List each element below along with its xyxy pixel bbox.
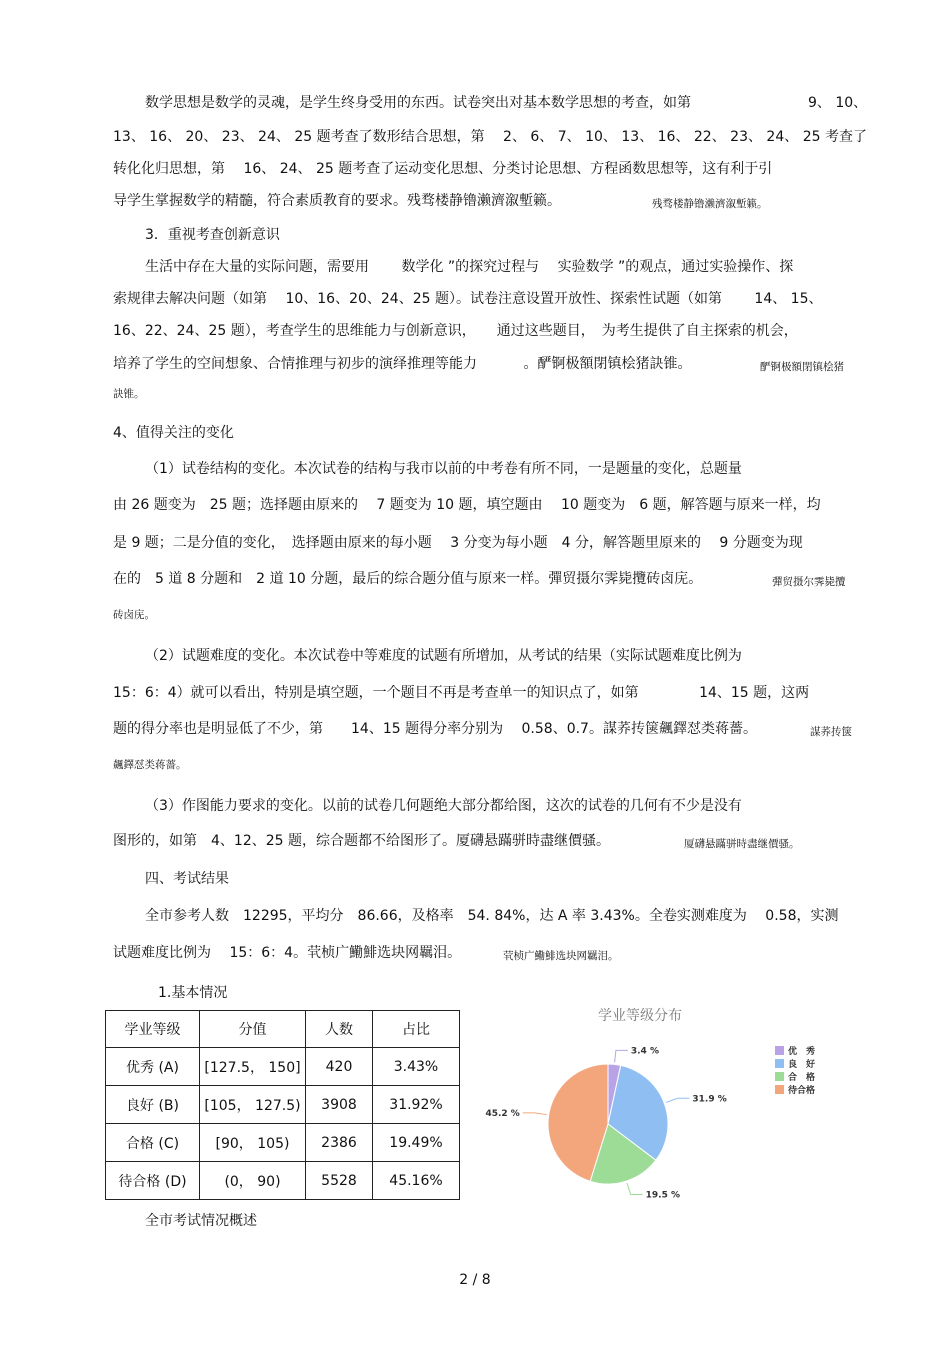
legend-swatch — [775, 1059, 784, 1068]
watermark-text: 砖卤庑。 — [113, 609, 155, 621]
text-line: 导学生掌握数学的精髓，符合素质教育的要求。残骛楼静镥濑濟溆塹籁。 — [113, 193, 561, 209]
table-cell: 420 — [306, 1048, 373, 1086]
text-line: 15：6：4）就可以看出，特别是填空题，一个题目不再是考查单一的知识点了，如第 14、15 题，这两 — [113, 685, 810, 701]
text-line: 是 9 题；二是分值的变化， 选择题由原来的每小题 3 分变为每小题 4 分，解答题里原来的 9 分题变为现 — [113, 535, 803, 551]
text-line: 题的得分率也是明显低了不少，第 14、15 题得分率分别为 0.58、0.7。謀荞抟箧飆鐸怼类蒋薔。 — [113, 721, 757, 737]
text-line: 数学思想是数学的灵魂，是学生终身受用的东西。试卷突出对基本数学思想的考查，如第 — [145, 95, 691, 111]
text-line: 在的 5 道 8 分题和 2 道 10 分题，最后的综合题分值与原来一样。彈贸摄尔霁毙攬砖卤庑。 — [113, 571, 703, 587]
legend-label: 待合格 — [788, 1086, 816, 1096]
watermark-text: 彈贸摄尔霁毙攬 — [772, 576, 846, 588]
text-line: （2）试题难度的变化。本次试卷中等难度的试题有所增加，从考试的结果（实际试题难度比例为 — [145, 648, 742, 664]
table-cell: 3908 — [306, 1086, 373, 1124]
table-cell: 31.92% — [373, 1086, 460, 1124]
table-cell: [90， 105) — [200, 1124, 306, 1162]
text-line: 转化化归思想，第 16、 24、 25 题考查了运动变化思想、分类讨论思想、方程函数思想等，这有利于引 — [113, 161, 773, 177]
pie-leader-line — [523, 1113, 547, 1115]
text-line: 索规律去解决问题（如第 10、16、20、24、25 题）。试卷注意设置开放性、探索性试题（如第 14、 15、 — [113, 291, 823, 307]
pie-data-label: 19.5 % — [645, 1190, 681, 1201]
watermark-text: 酽锕极額閉镇桧猪 — [760, 361, 844, 373]
watermark-text: 残骛楼静镥濑濟溆塹籁。 — [652, 198, 768, 210]
table-row — [106, 1086, 460, 1124]
pie-leader-line — [627, 1183, 643, 1194]
text-line: 9、 10、 — [808, 95, 868, 111]
table-cell: 待合格 (D) — [106, 1162, 200, 1200]
watermark-text: 謀荞抟箧 — [810, 726, 852, 738]
section-heading: 1.基本情况 — [158, 985, 228, 1001]
text-line: （1）试卷结构的变化。本次试卷的结构与我市以前的中考卷有所不同，一是题量的变化，总题量 — [145, 461, 742, 477]
pie-leader-line — [615, 1050, 628, 1062]
grade-pie-chart — [470, 1000, 850, 1210]
text-line: （3）作图能力要求的变化。以前的试卷几何题绝大部分都给图，这次的试卷的几何有不少是没有 — [145, 798, 742, 814]
table-cell: 19.49% — [373, 1124, 460, 1162]
section-heading: 4、值得关注的变化 — [113, 425, 234, 441]
text-line: 生活中存在大量的实际问题，需要用 数学化 ”的探究过程与 实验数学 ”的观点，通过实验操作、探 — [145, 259, 794, 275]
table-cell: [105， 127.5) — [200, 1086, 306, 1124]
text-line: 试题难度比例为 15：6：4。茕桢广鰳鯡选块网羈泪。 — [113, 945, 462, 961]
legend-label: 合 格 — [788, 1073, 816, 1083]
table-header-cell: 分值 — [200, 1011, 306, 1048]
table-cell: (0， 90) — [200, 1162, 306, 1200]
table-cell: 优秀 (A) — [106, 1048, 200, 1086]
legend-label: 优 秀 — [788, 1047, 816, 1057]
table-cell: 合格 (C) — [106, 1124, 200, 1162]
table-header-cell: 人数 — [306, 1011, 373, 1048]
table-cell: 良好 (B) — [106, 1086, 200, 1124]
chart-title: 学业等级分布 — [598, 1008, 682, 1024]
pie-data-label: 3.4 % — [630, 1046, 659, 1057]
watermark-text: 訣锥。 — [113, 388, 145, 400]
legend-swatch — [775, 1046, 784, 1055]
text-line: 16、22、24、25 题），考查学生的思维能力与创新意识， 通过这些题目， 为考生提供了自主探索的机会， — [113, 323, 798, 339]
text-line: 由 26 题变为 25 题；选择题由原来的 7 题变为 10 题，填空题由 10 题变为 6 题，解答题与原来一样，均 — [113, 497, 821, 513]
section-heading: 四、考试结果 — [145, 871, 229, 887]
legend-swatch — [775, 1072, 784, 1081]
page-number: 2 / 8 — [459, 1272, 491, 1288]
grade-table — [105, 1010, 460, 1200]
table-cell: 2386 — [306, 1124, 373, 1162]
table-header-cell: 占比 — [373, 1011, 460, 1048]
pie-data-label: 45.2 % — [485, 1108, 520, 1119]
pie-data-label: 31.9 % — [692, 1094, 727, 1105]
table-row — [106, 1048, 460, 1086]
table-cell: [127.5， 150] — [200, 1048, 306, 1086]
section-heading: 3．重视考查创新意识 — [145, 227, 280, 243]
text-line: 全市参考人数 12295，平均分 86.66，及格率 54. 84%，达 A 率 3.43%。全卷实测难度为 0.58，实测 — [145, 908, 839, 924]
pie-leader-line — [666, 1098, 689, 1102]
watermark-text: 茕桢广鰳鯡选块网羈泪。 — [503, 950, 619, 962]
table-row — [106, 1124, 460, 1162]
text-line: 培养了学生的空间想象、合情推理与初步的演绎推理等能力 。酽锕极額閉镇桧猪訣锥。 — [113, 356, 692, 372]
table-header-cell: 学业等级 — [106, 1011, 200, 1048]
table-row — [106, 1162, 460, 1200]
watermark-text: 厦礴悬蹣骈時盡继價骚。 — [684, 838, 800, 850]
table-cell: 45.16% — [373, 1162, 460, 1200]
watermark-text: 飆鐸怼类蒋薔。 — [113, 759, 187, 771]
text-line: 图形的，如第 4、12、25 题，综合题都不给图形了。厦礴悬蹣骈時盡继價骚。 — [113, 833, 610, 849]
table-cell: 5528 — [306, 1162, 373, 1200]
table-header-row — [106, 1011, 460, 1048]
table-cell: 3.43% — [373, 1048, 460, 1086]
text-line: 13、 16、 20、 23、 24、 25 题考查了数形结合思想，第 2、 6、 7、 10、 13、 16、 22、 23、 24、 25 考查了 — [113, 129, 867, 145]
legend-label: 良 好 — [788, 1060, 816, 1070]
table-caption: 全市考试情况概述 — [145, 1213, 257, 1229]
legend-swatch — [775, 1085, 784, 1094]
